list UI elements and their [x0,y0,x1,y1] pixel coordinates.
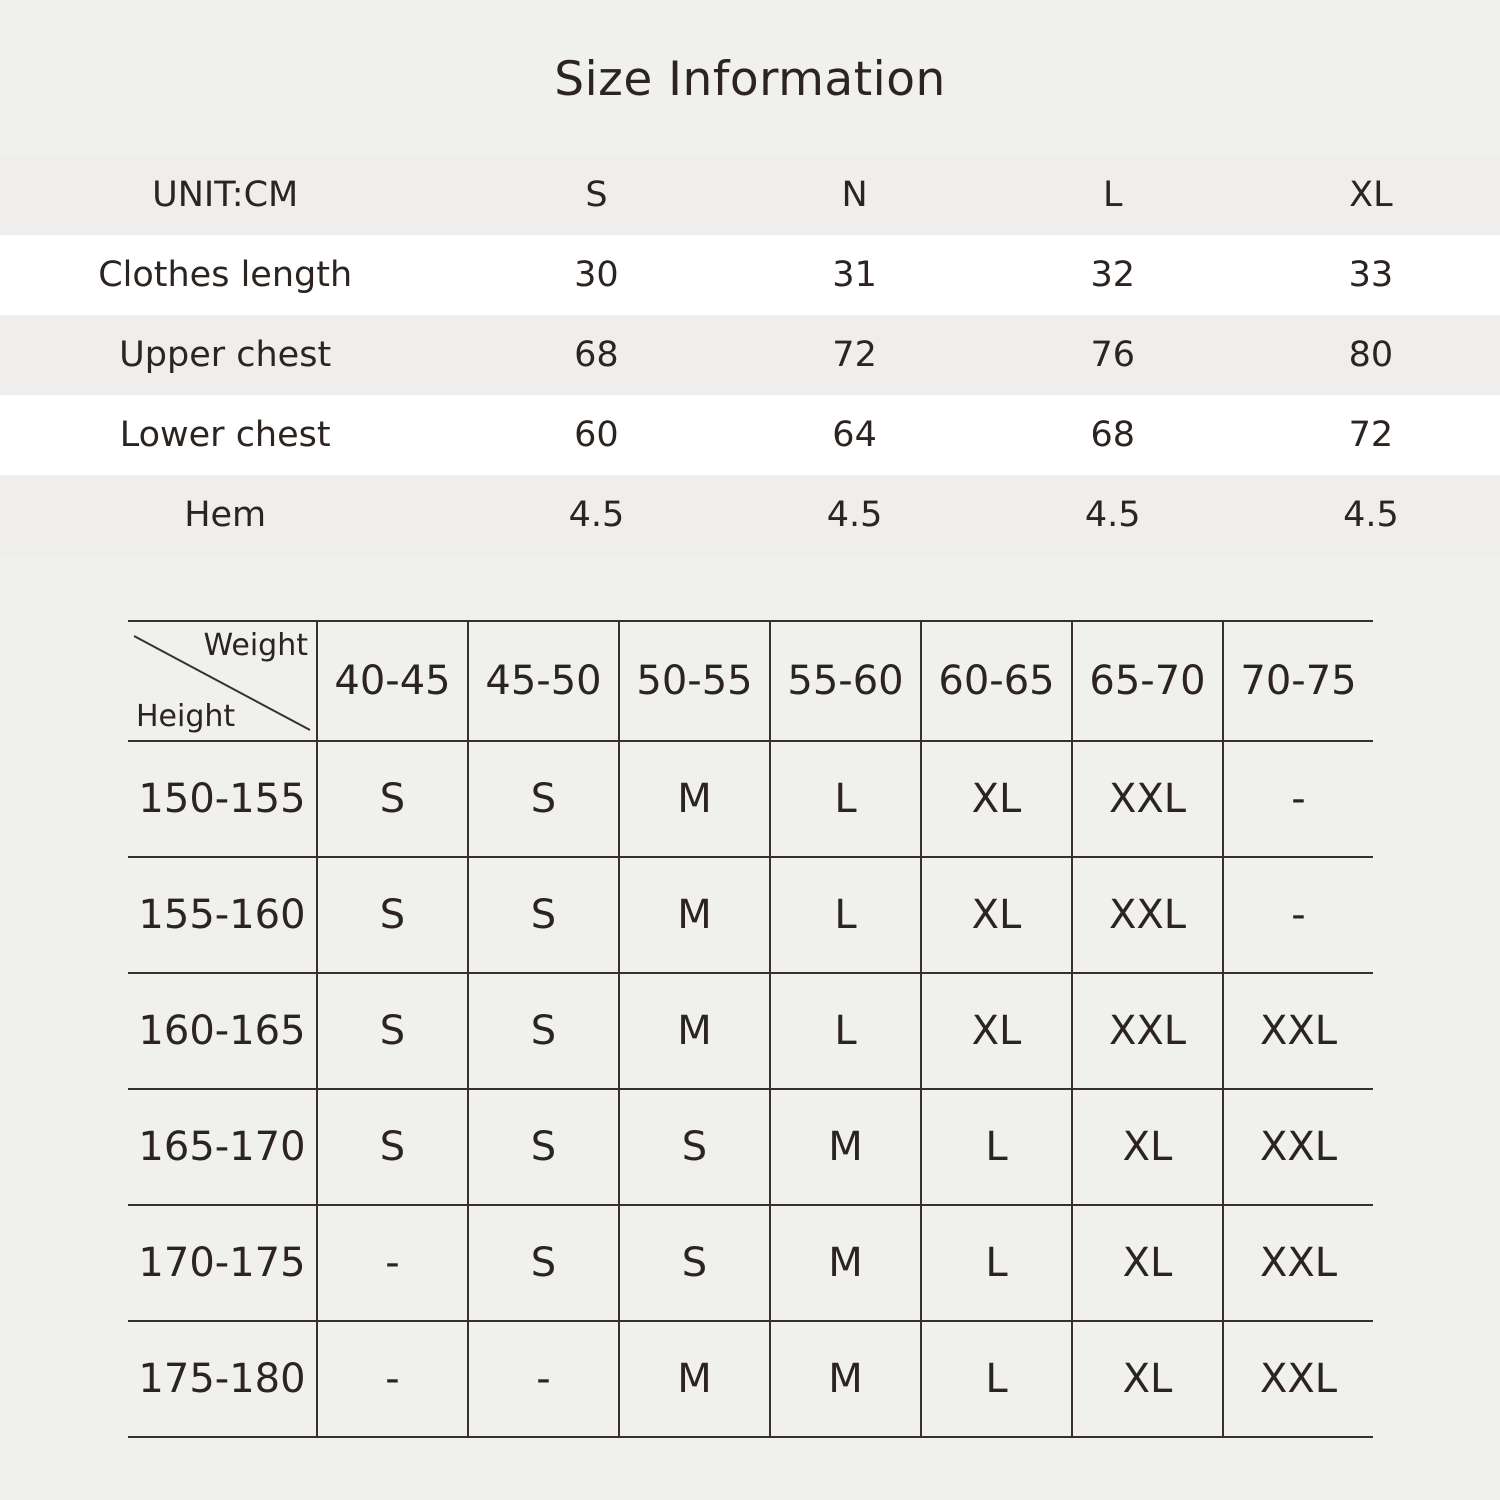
size-cell-r1-c0: S [317,857,468,973]
table-row [0,235,1500,315]
weight-header-55-60: 55-60 [770,621,921,741]
chart-corner-cell [128,621,317,741]
size-header-l: L [1102,175,1123,215]
table-row [0,475,1500,555]
cell-hem-l: 4.5 [1084,495,1141,535]
cell-lower-chest-xl: 72 [1348,415,1394,455]
unit-label: UNIT:CM [152,175,299,215]
weight-header-50-55: 50-55 [619,621,770,741]
size-cell-r5-c4: L [921,1321,1072,1437]
row-label-upper-chest: Upper chest [119,335,332,375]
cell-clothes-length-n: 31 [832,255,877,295]
size-cell-r0-c0: S [317,741,468,857]
size-cell-r3-c5: XL [1072,1089,1223,1205]
weight-header-65-70: 65-70 [1072,621,1223,741]
cell-hem-n: 4.5 [826,495,883,535]
size-cell-r5-c0: - [317,1321,468,1437]
height-weight-size-chart [128,620,1373,1438]
size-cell-r4-c0: - [317,1205,468,1321]
size-cell-r3-c6: XXL [1223,1089,1373,1205]
size-header-s: S [585,175,608,215]
size-cell-r1-c6: - [1223,857,1373,973]
size-cell-r4-c2: S [619,1205,770,1321]
size-cell-r1-c1: S [468,857,619,973]
cell-lower-chest-l: 68 [1090,415,1135,455]
size-cell-r2-c6: XXL [1223,973,1373,1089]
size-cell-r2-c3: L [770,973,921,1089]
size-cell-r4-c4: L [921,1205,1072,1321]
cell-hem-xl: 4.5 [1343,495,1399,535]
weight-header-40-45: 40-45 [317,621,468,741]
height-row-150-155: 150-155 [128,741,317,857]
size-cell-r3-c4: L [921,1089,1072,1205]
measurement-table [0,155,1500,555]
cell-clothes-length-s: 30 [574,255,619,295]
row-label-hem: Hem [184,495,267,535]
row-label-lower-chest: Lower chest [119,415,331,455]
size-cell-r5-c6: XXL [1223,1321,1373,1437]
table-row [128,1321,1373,1437]
weight-header-70-75: 70-75 [1223,621,1373,741]
height-row-170-175: 170-175 [128,1205,317,1321]
cell-upper-chest-xl: 80 [1348,335,1394,375]
size-cell-r0-c6: - [1223,741,1373,857]
size-cell-r3-c0: S [317,1089,468,1205]
size-cell-r0-c2: M [619,741,770,857]
table-row [128,973,1373,1089]
weight-header-60-65: 60-65 [921,621,1072,741]
size-cell-r4-c3: M [770,1205,921,1321]
size-cell-r5-c5: XL [1072,1321,1223,1437]
size-cell-r3-c3: M [770,1089,921,1205]
size-cell-r4-c5: XL [1072,1205,1223,1321]
cell-upper-chest-l: 76 [1090,335,1135,375]
size-cell-r5-c1: - [468,1321,619,1437]
table-row [0,315,1500,395]
size-cell-r1-c5: XXL [1072,857,1223,973]
cell-upper-chest-s: 68 [574,335,619,375]
size-cell-r0-c3: L [770,741,921,857]
table-row [128,741,1373,857]
height-row-175-180: 175-180 [128,1321,317,1437]
size-header-n: N [841,175,868,215]
cell-clothes-length-xl: 33 [1348,255,1394,295]
size-cell-r2-c1: S [468,973,619,1089]
size-cell-r0-c4: XL [921,741,1072,857]
size-cell-r2-c4: XL [921,973,1072,1089]
size-cell-r1-c4: XL [921,857,1072,973]
size-cell-r2-c2: M [619,973,770,1089]
cell-hem-s: 4.5 [568,495,625,535]
size-chart-wrapper [128,620,1360,1438]
size-cell-r3-c1: S [468,1089,619,1205]
table-row [0,395,1500,475]
row-label-clothes-length: Clothes length [98,255,353,295]
height-row-155-160: 155-160 [128,857,317,973]
size-cell-r0-c1: S [468,741,619,857]
size-cell-r1-c2: M [619,857,770,973]
size-cell-r0-c5: XXL [1072,741,1223,857]
page-title: Size Information [554,52,946,107]
size-cell-r2-c5: XXL [1072,973,1223,1089]
size-cell-r5-c2: M [619,1321,770,1437]
size-chart-header-row [128,621,1373,741]
size-cell-r4-c6: XXL [1223,1205,1373,1321]
table-row [128,1089,1373,1205]
height-row-165-170: 165-170 [128,1089,317,1205]
measurement-header-row [0,155,1500,235]
table-row [128,1205,1373,1321]
cell-lower-chest-s: 60 [574,415,619,455]
height-row-160-165: 160-165 [128,973,317,1089]
weight-header-45-50: 45-50 [468,621,619,741]
corner-weight-label: Weight [203,628,308,663]
cell-lower-chest-n: 64 [832,415,877,455]
cell-clothes-length-l: 32 [1090,255,1135,295]
size-cell-r2-c0: S [317,973,468,1089]
table-row [128,857,1373,973]
size-cell-r5-c3: M [770,1321,921,1437]
cell-upper-chest-n: 72 [832,335,877,375]
corner-height-label: Height [136,699,236,734]
size-cell-r1-c3: L [770,857,921,973]
size-header-xl: XL [1349,175,1393,215]
size-cell-r4-c1: S [468,1205,619,1321]
size-cell-r3-c2: S [619,1089,770,1205]
